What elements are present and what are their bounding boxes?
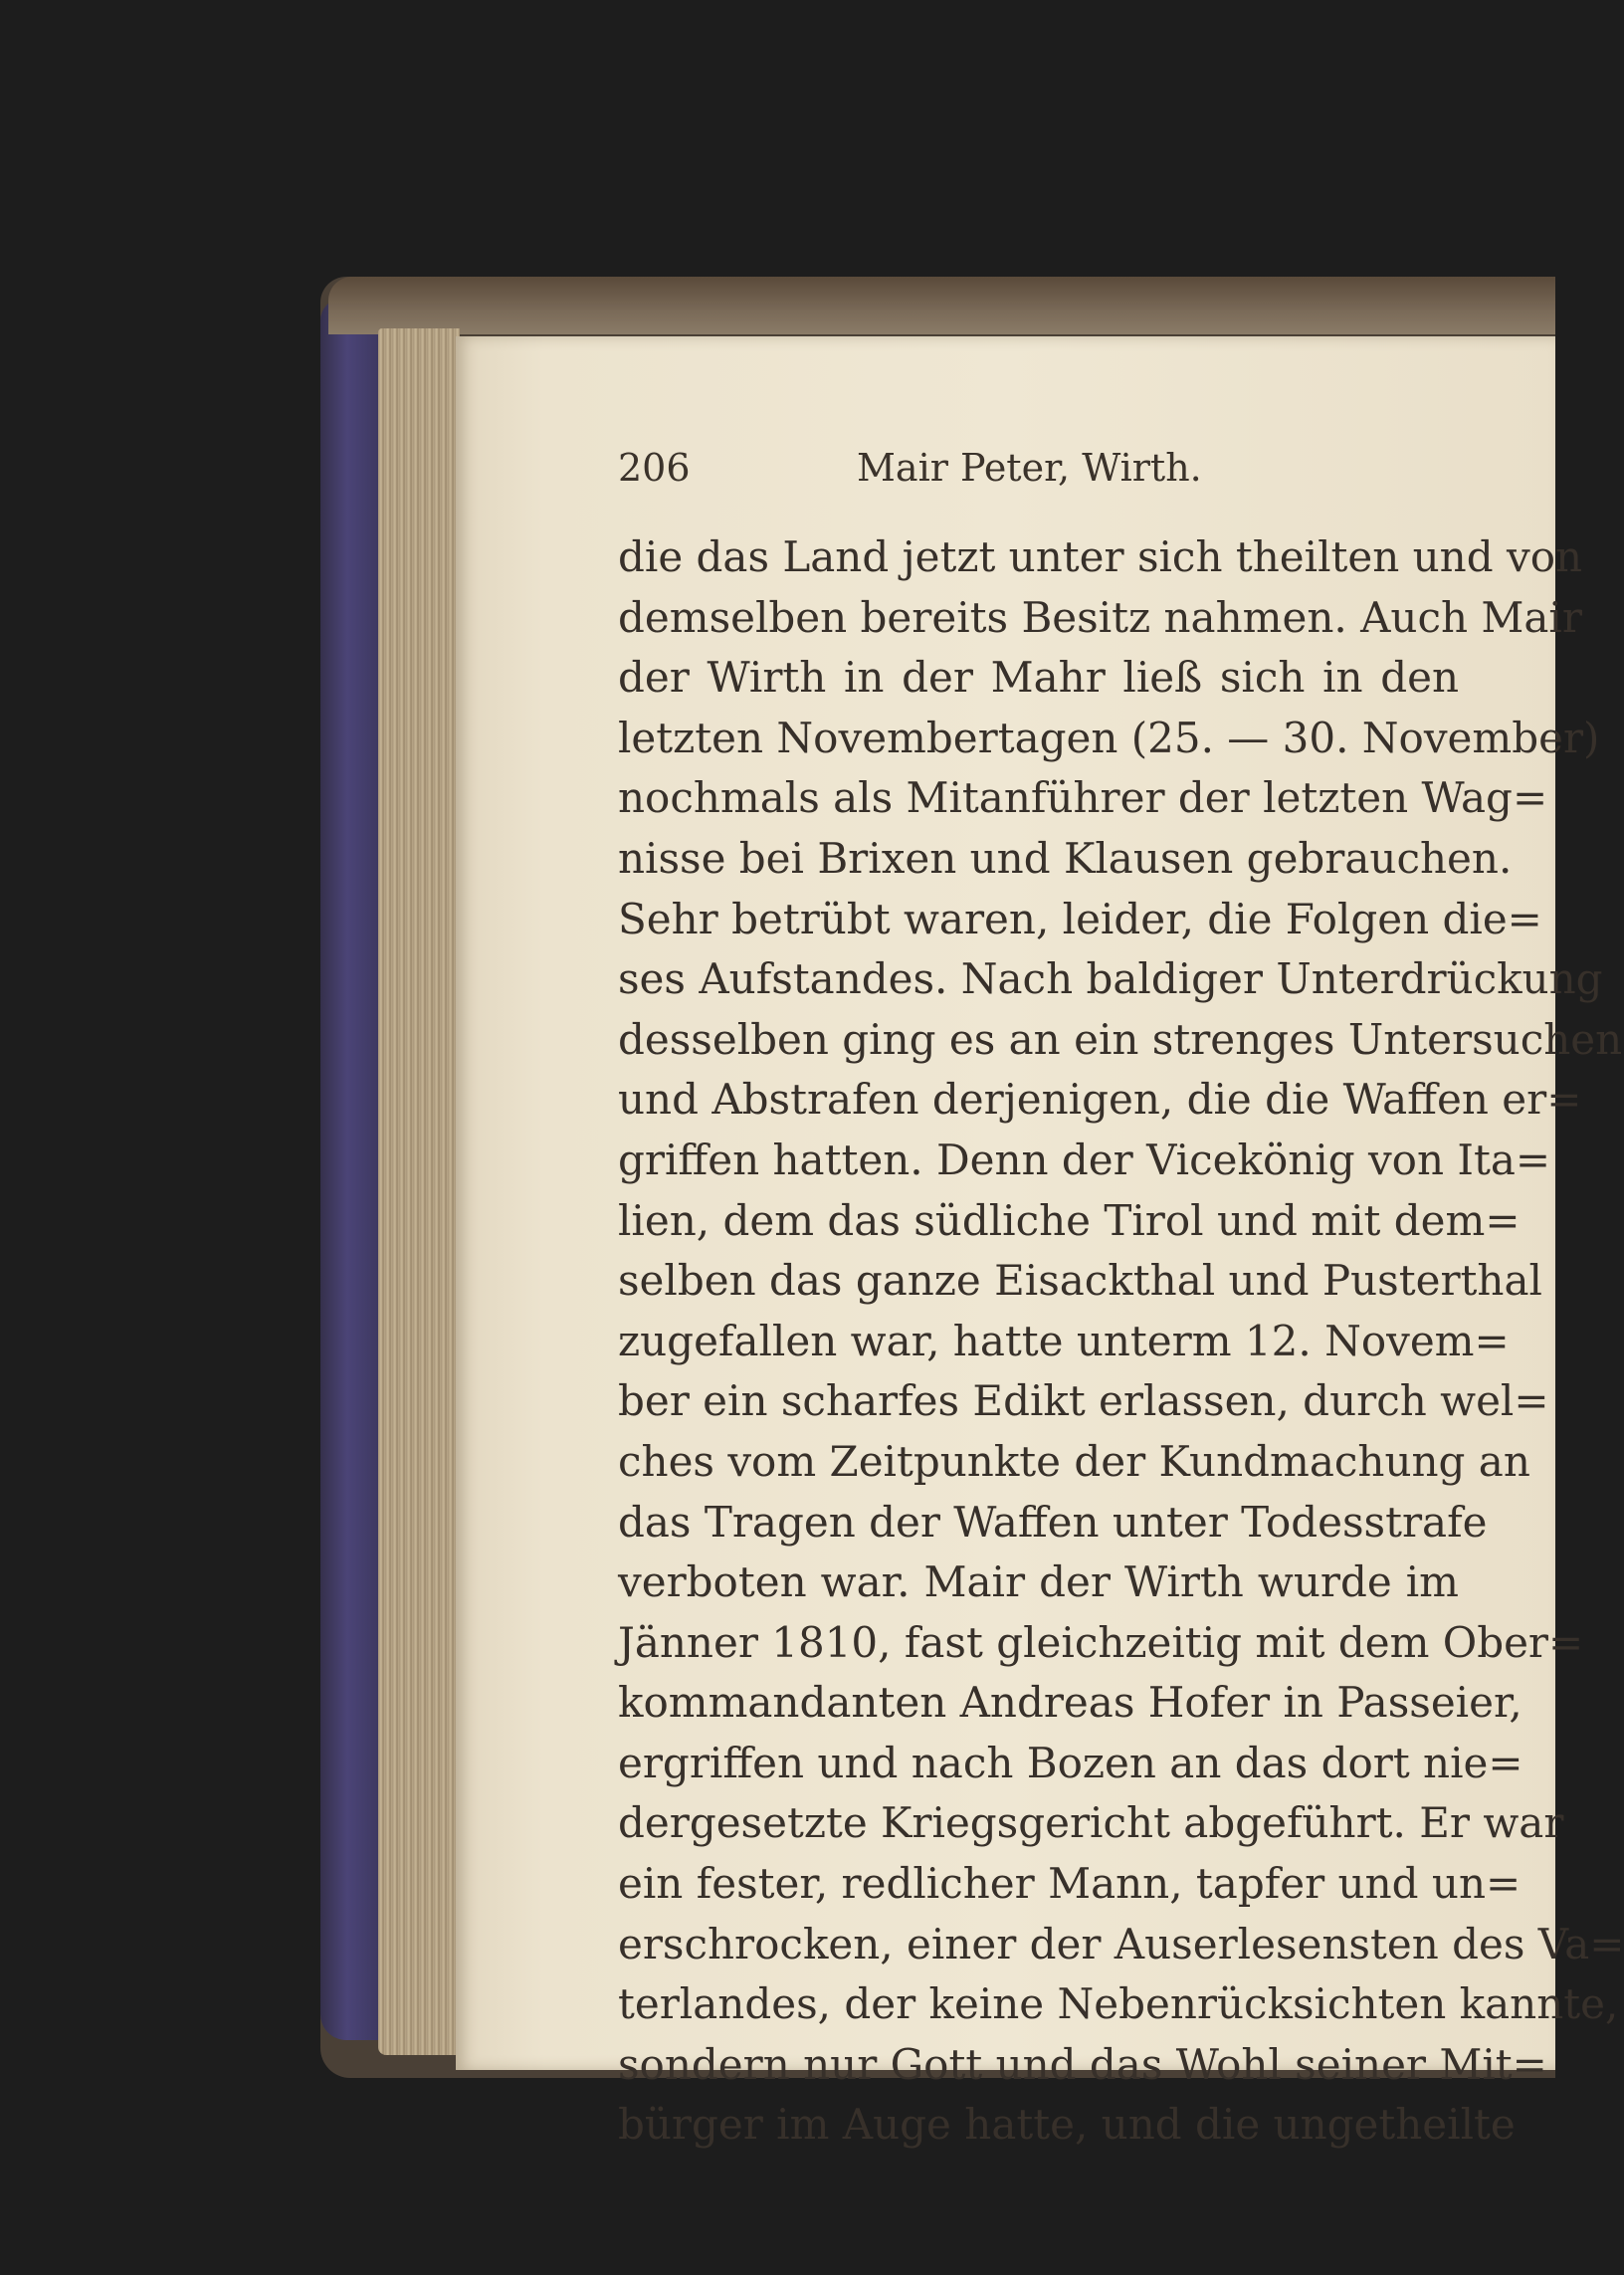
text-line: zugefallen war, hatte unterm 12. Novem= <box>618 1316 1510 1365</box>
text-line: erschrocken, einer der Auserlesensten des Va= <box>618 1919 1624 1968</box>
text-line: desselben ging es an ein strenges Untersuchen <box>618 1014 1623 1064</box>
text-line: letzten Novembertagen (25. — 30. November) <box>618 713 1600 762</box>
text-line: selben das ganze Eisackthal und Pusterthal <box>618 1256 1542 1306</box>
book-top-edge <box>328 277 1555 334</box>
text-line: dergesetzte Kriegsgericht abgeführt. Er war <box>618 1798 1564 1848</box>
text-line: ber ein scharfes Edikt erlassen, durch wel= <box>618 1376 1549 1426</box>
text-line: ses Aufstandes. Nach baldiger Unterdrückung <box>618 954 1603 1004</box>
text-line: ches vom Zeitpunkte der Kundmachung an <box>618 1436 1530 1486</box>
page-number: 206 <box>618 446 691 490</box>
text-line: lien, dem das südliche Tirol und mit dem= <box>618 1195 1521 1245</box>
text-line: verboten war. Mair der Wirth wurde im <box>618 1557 1459 1607</box>
running-head: Mair Peter, Wirth. <box>857 446 1202 490</box>
text-line: bürger im Auge hatte, und die ungetheilte <box>618 2100 1516 2150</box>
text-line: ergriffen und nach Bozen an das dort nie= <box>618 1738 1523 1787</box>
page-edges <box>378 328 460 2055</box>
text-line: nochmals als Mitanführer der letzten Wag= <box>618 773 1548 823</box>
text-line: sondern nur Gott und das Wohl seiner Mit= <box>618 2039 1547 2089</box>
text-line: und Abstrafen derjenigen, die die Waffen er= <box>618 1075 1582 1125</box>
text-line: ein fester, redlicher Mann, tapfer und un= <box>618 1859 1522 1909</box>
text-line: Jänner 1810, fast gleichzeitig mit dem Ober= <box>618 1617 1584 1667</box>
text-line: terlandes, der keine Nebenrücksichten kannte, <box>618 1979 1619 2029</box>
text-line: kommandanten Andreas Hofer in Passeier, <box>618 1678 1522 1728</box>
text-line: die das Land jetzt unter sich theilten und von <box>618 532 1583 581</box>
text-line: griffen hatten. Denn der Vicekönig von Ita= <box>618 1135 1551 1184</box>
page-header <box>618 446 1494 506</box>
text-line: das Tragen der Waffen unter Todesstrafe <box>618 1497 1488 1547</box>
text-line: demselben bereits Besitz nahmen. Auch Mair <box>618 592 1582 642</box>
text-line: Sehr betrübt waren, leider, die Folgen die= <box>618 894 1542 943</box>
body-text <box>618 527 1624 2156</box>
text-line: nisse bei Brixen und Klausen gebrauchen. <box>618 833 1513 883</box>
book-spine <box>320 299 380 2040</box>
text-line: der Wirth in der Mahr ließ sich in den <box>618 653 1459 703</box>
